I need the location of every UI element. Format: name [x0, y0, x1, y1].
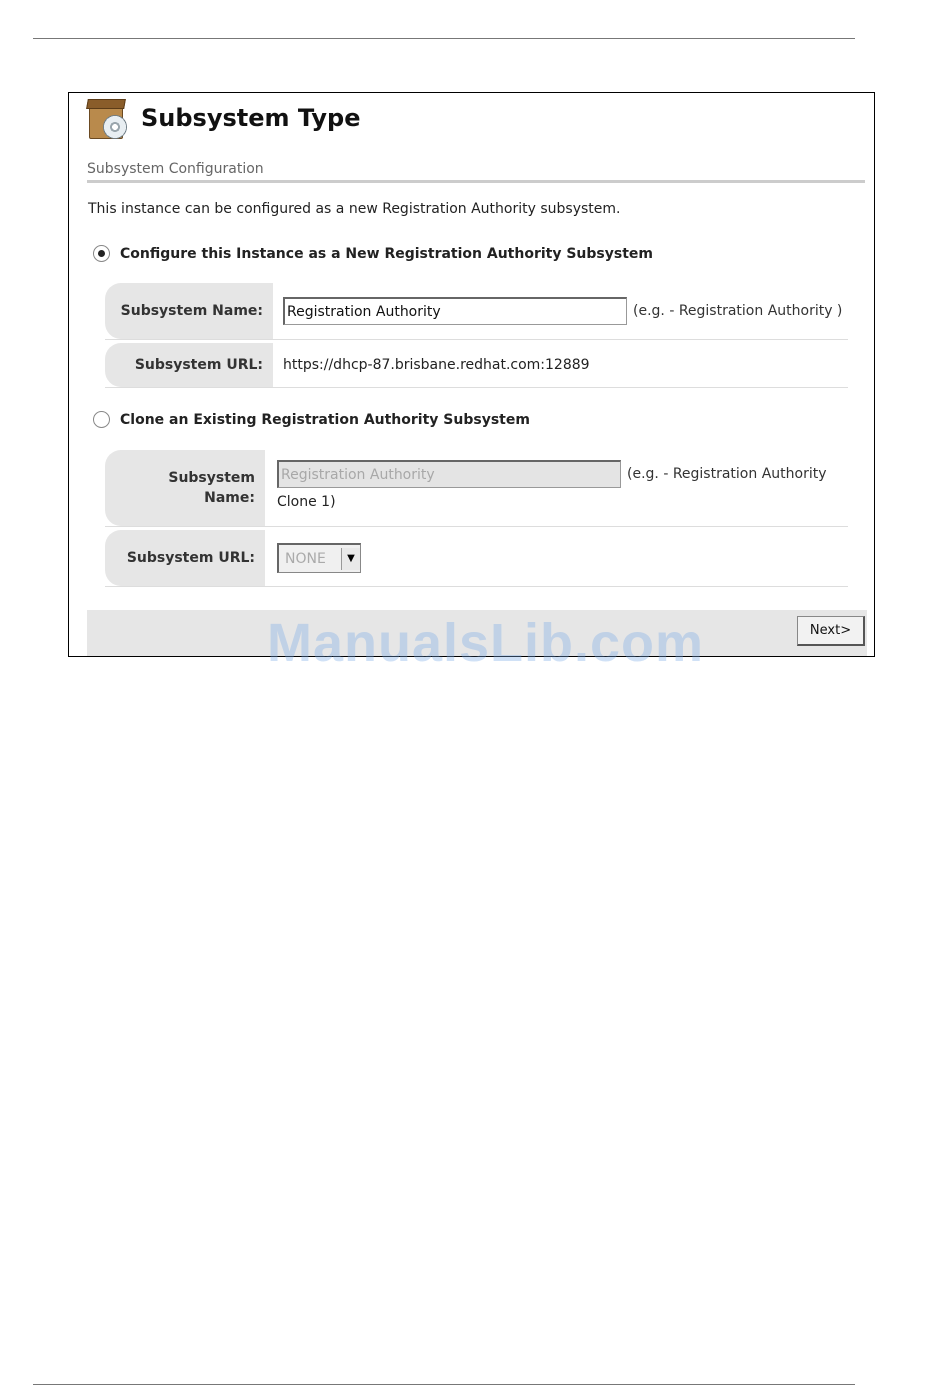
option-clone-row[interactable]: [93, 411, 530, 428]
page-title: Subsystem Type: [141, 104, 361, 132]
clone-name-label: Subsystem Name:: [105, 450, 265, 526]
new-name-label: Subsystem Name:: [105, 283, 273, 339]
clone-url-row: [105, 530, 848, 587]
clone-url-select[interactable]: [277, 543, 361, 573]
clone-name-input[interactable]: [277, 460, 621, 488]
next-button[interactable]: Next>: [797, 616, 865, 646]
new-url-row: [105, 343, 848, 388]
clone-url-select-value: NONE: [285, 550, 326, 567]
radio-new-label: Configure this Instance as a New Registration Authority Subsystem: [120, 245, 653, 262]
option-new-row[interactable]: [93, 245, 653, 262]
clone-name-hint: (e.g. - Registration Authority: [627, 466, 827, 482]
panel-header: [87, 97, 361, 139]
new-name-hint: (e.g. - Registration Authority ): [633, 303, 843, 319]
new-url-label: Subsystem URL:: [105, 343, 273, 387]
clone-url-label: Subsystem URL:: [105, 530, 265, 586]
installer-panel: [68, 92, 875, 657]
clone-url-cell: [265, 530, 848, 586]
watermark: ManualsLib.com: [267, 613, 705, 673]
clone-name-row: [105, 450, 848, 527]
page-bottom-rule: [33, 1384, 855, 1385]
radio-clone-label: Clone an Existing Registration Authority Subsystem: [120, 411, 530, 428]
chevron-down-icon[interactable]: ▼: [341, 548, 360, 570]
radio-new-subsystem[interactable]: [93, 245, 110, 262]
page-top-rule: [33, 38, 855, 39]
new-name-cell: [273, 283, 848, 339]
new-name-row: [105, 283, 848, 340]
package-cd-icon: [87, 97, 133, 139]
subsystem-name-input[interactable]: [283, 297, 627, 325]
radio-clone-subsystem[interactable]: [93, 411, 110, 428]
clone-name-cell: [265, 450, 848, 526]
clone-name-hint-cont: Clone 1): [277, 494, 336, 510]
new-url-value: https://dhcp-87.brisbane.redhat.com:12889: [283, 357, 590, 373]
section-title: Subsystem Configuration: [87, 161, 865, 183]
intro-text: This instance can be configured as a new Registration Authority subsystem.: [88, 201, 621, 217]
